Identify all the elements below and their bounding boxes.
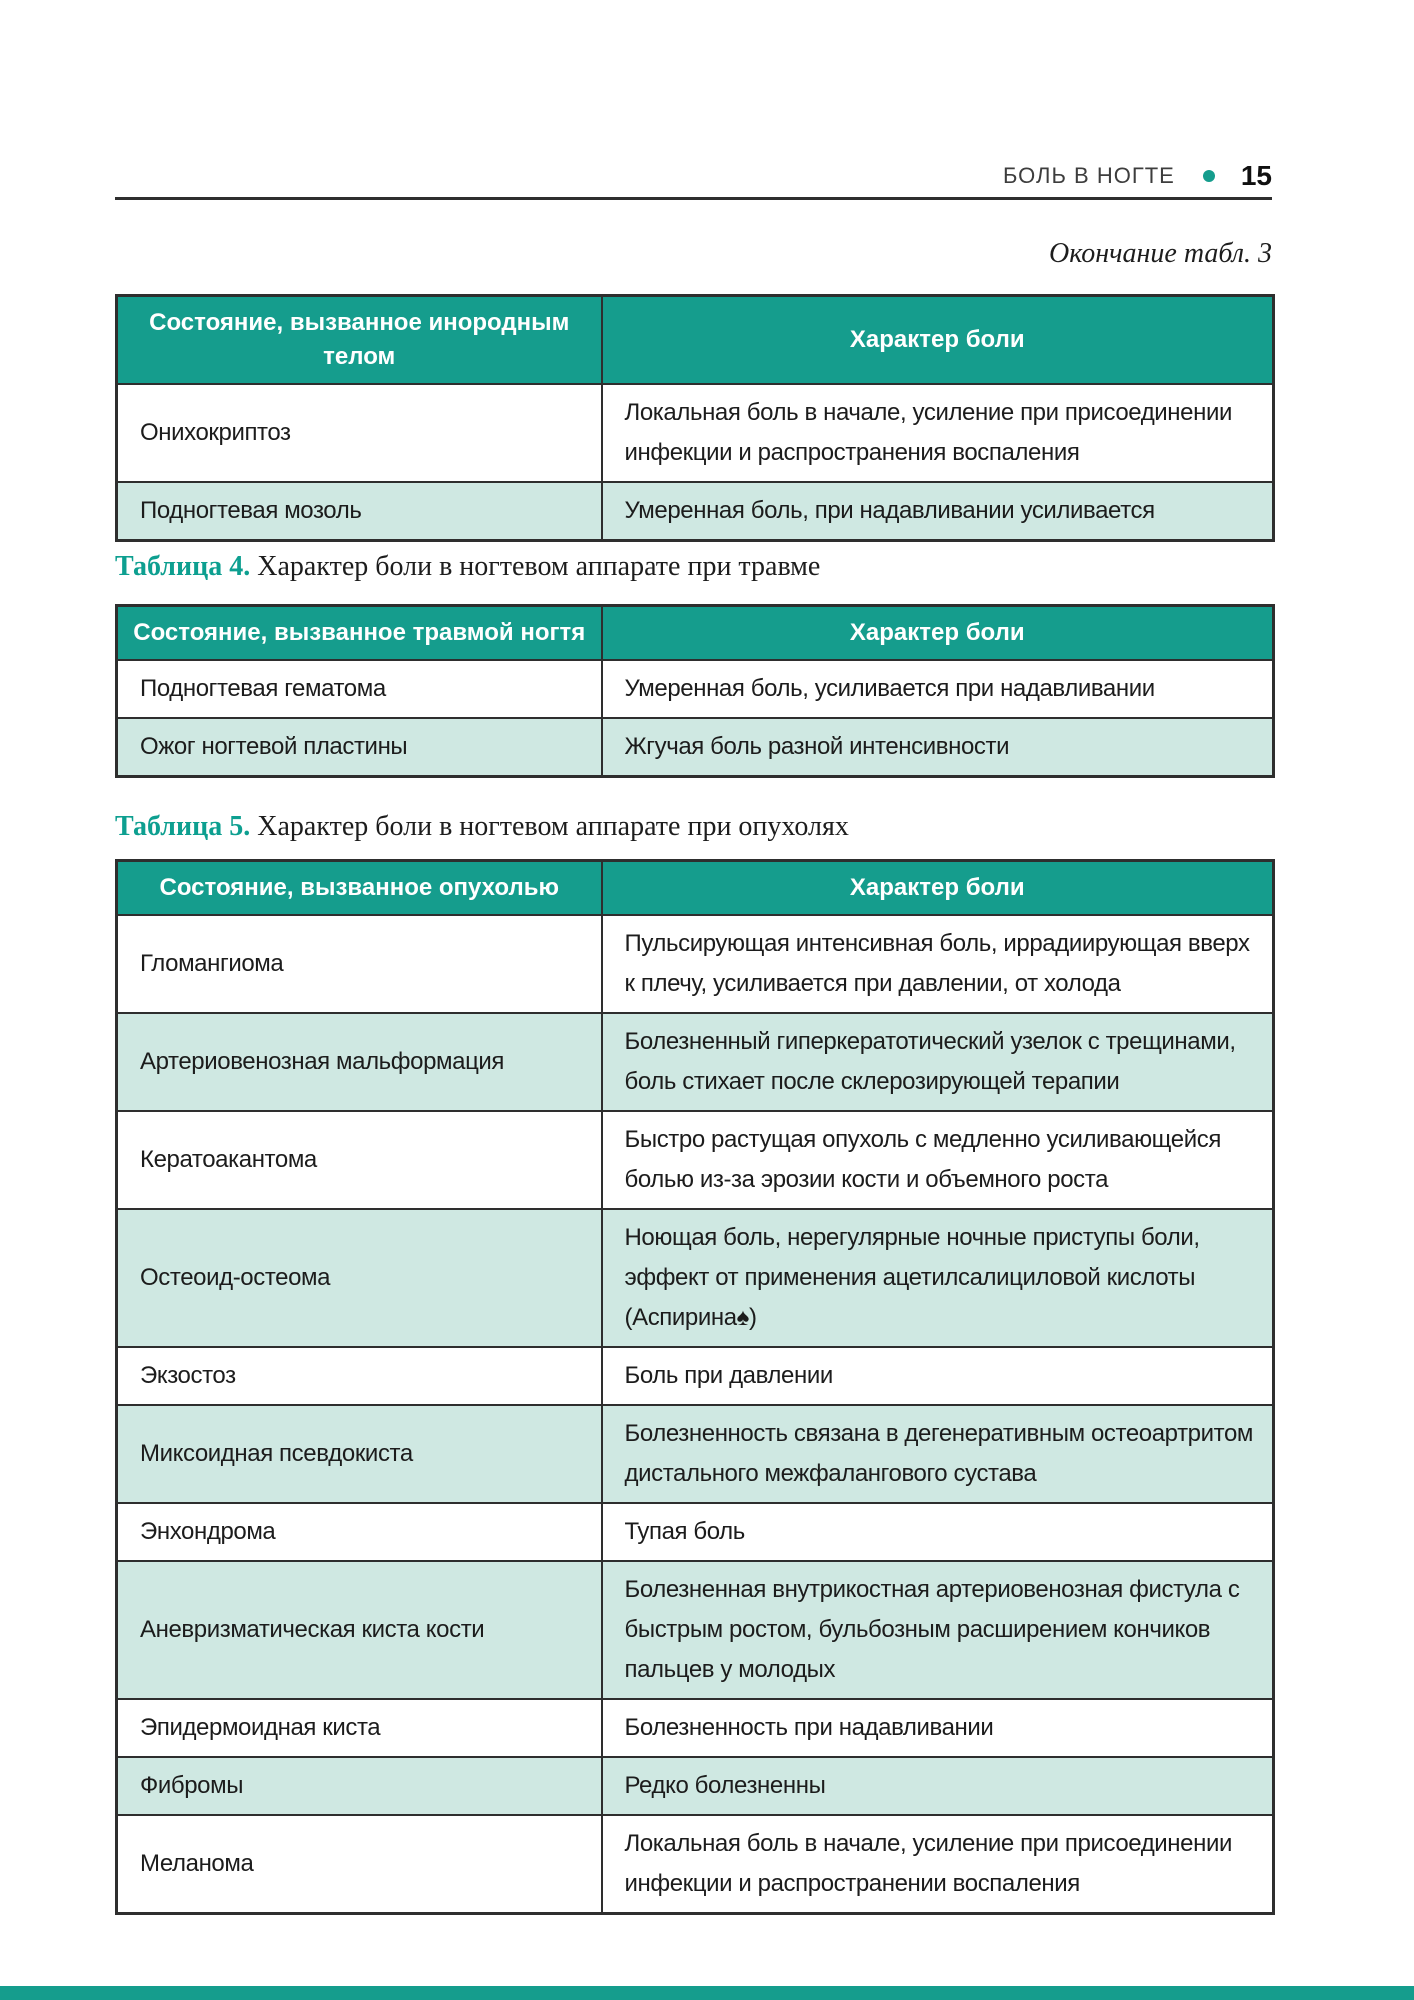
condition-cell: Подногтевая мозоль <box>117 482 602 541</box>
condition-cell: Меланома <box>117 1815 602 1914</box>
section-title: БОЛЬ В НОГТЕ <box>1002 163 1175 188</box>
column-header-condition: Состояние, вызванное инородным телом <box>117 296 602 385</box>
table-header-row <box>117 296 1274 385</box>
column-header-condition: Состояние, вызванное травмой ногтя <box>117 606 602 661</box>
table-row <box>117 1347 1274 1405</box>
condition-cell: Фибромы <box>117 1757 602 1815</box>
pain-cell: Болезненная внутрикостная артериовенозная фистула с быстрым ростом, бульбозным расширением кончиков пальцев у молодых <box>602 1561 1274 1699</box>
condition-cell: Энхондрома <box>117 1503 602 1561</box>
table-row <box>117 1815 1274 1914</box>
pain-cell: Быстро растущая опухоль с медленно усиливающейся болью из-за эрозии кости и объемного роста <box>602 1111 1274 1209</box>
pain-cell: Умеренная боль, усиливается при надавливании <box>602 660 1274 718</box>
pain-cell: Пульсирующая интенсивная боль, иррадиирующая вверх к плечу, усиливается при давлении, от холода <box>602 915 1274 1013</box>
condition-cell: Экзостоз <box>117 1347 602 1405</box>
bullet-dot-icon <box>1203 170 1215 182</box>
pain-cell: Жгучая боль разной интенсивности <box>602 718 1274 777</box>
condition-cell: Эпидермоидная киста <box>117 1699 602 1757</box>
table-row <box>117 1111 1274 1209</box>
footer-accent-bar <box>0 1986 1414 2000</box>
table-row <box>117 1503 1274 1561</box>
table5-caption <box>115 811 1272 843</box>
pain-cell: Болезненность при надавливании <box>602 1699 1274 1757</box>
condition-cell: Артериовенозная мальформация <box>117 1013 602 1111</box>
page-number: 15 <box>1240 160 1272 191</box>
condition-cell: Онихокриптоз <box>117 384 602 482</box>
table-row <box>117 482 1274 541</box>
pain-cell: Редко болезненны <box>602 1757 1274 1815</box>
pain-cell: Локальная боль в начале, усиление при присоединении инфекции и распространении воспаления <box>602 1815 1274 1914</box>
condition-cell: Аневризматическая киста кости <box>117 1561 602 1699</box>
table4-caption-label: Таблица 4. <box>115 551 251 582</box>
table-foreign-body <box>115 294 1275 542</box>
column-header-pain: Характер боли <box>602 861 1274 916</box>
table-header-row <box>117 861 1274 916</box>
column-header-condition: Состояние, вызванное опухолью <box>117 861 602 916</box>
table-row <box>117 1561 1274 1699</box>
table-row <box>117 718 1274 777</box>
column-header-pain: Характер боли <box>602 606 1274 661</box>
condition-cell: Кератоакантома <box>117 1111 602 1209</box>
condition-cell: Ожог ногтевой пластины <box>117 718 602 777</box>
pain-cell: Болезненность связана в дегенеративным остеоартритом дистального межфалангового сустава <box>602 1405 1274 1503</box>
pain-cell: Умеренная боль, при надавливании усиливается <box>602 482 1274 541</box>
condition-cell: Миксоидная псевдокиста <box>117 1405 602 1503</box>
pain-cell: Локальная боль в начале, усиление при присоединении инфекции и распространения воспаления <box>602 384 1274 482</box>
table4-caption <box>115 551 1272 583</box>
table-header-row <box>117 606 1274 661</box>
table-row <box>117 915 1274 1013</box>
table5-caption-text: Характер боли в ногтевом аппарате при опухолях <box>250 811 849 842</box>
table-row <box>117 660 1274 718</box>
table-row <box>117 1209 1274 1347</box>
pain-cell: Болезненный гиперкератотический узелок с трещинами, боль стихает после склерозирующей терапии <box>602 1013 1274 1111</box>
pain-cell: Ноющая боль, нерегулярные ночные приступы боли, эффект от применения ацетилсалициловой кислоты (Аспирина♠) <box>602 1209 1274 1347</box>
condition-cell: Подногтевая гематома <box>117 660 602 718</box>
condition-cell: Остеоид-остеома <box>117 1209 602 1347</box>
pain-cell: Боль при давлении <box>602 1347 1274 1405</box>
pain-cell: Тупая боль <box>602 1503 1274 1561</box>
table-trauma <box>115 604 1275 778</box>
table-row <box>117 1013 1274 1111</box>
running-head <box>115 158 1272 194</box>
table-row <box>117 1699 1274 1757</box>
table-tumors <box>115 859 1275 1915</box>
condition-cell: Гломангиома <box>117 915 602 1013</box>
table5-caption-label: Таблица 5. <box>115 811 251 842</box>
table-row <box>117 1405 1274 1503</box>
table-row <box>117 384 1274 482</box>
table4-caption-text: Характер боли в ногтевом аппарате при травме <box>250 551 821 582</box>
column-header-pain: Характер боли <box>602 296 1274 385</box>
header-rule <box>115 197 1272 200</box>
table-row <box>117 1757 1274 1815</box>
table-continuation-note: Окончание табл. 3 <box>1049 238 1272 269</box>
